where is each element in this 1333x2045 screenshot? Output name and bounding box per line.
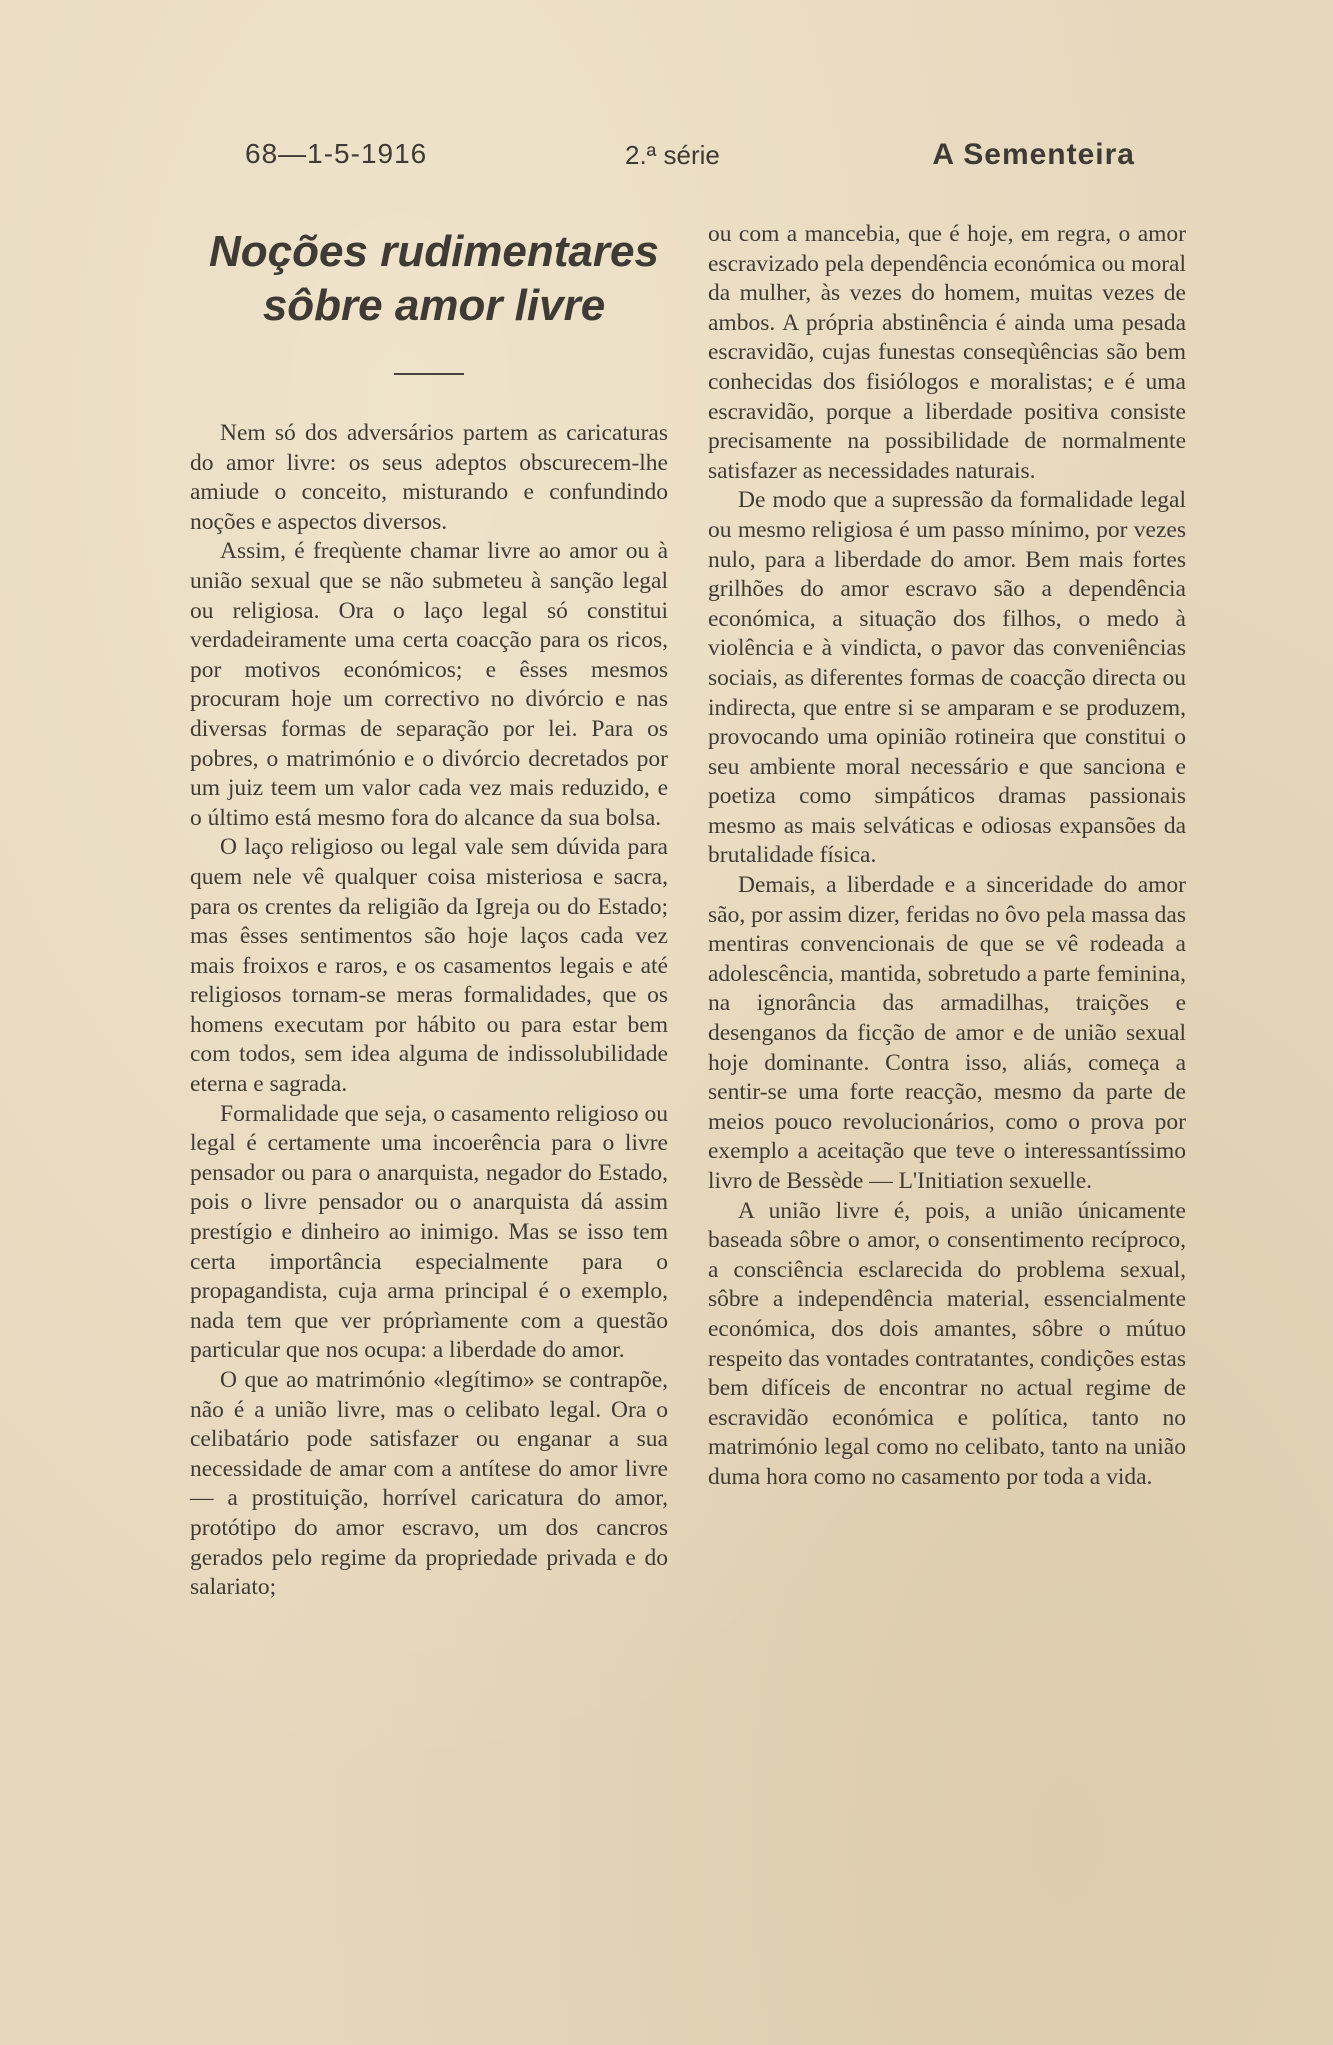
paragraph: ou com a mancebia, que é hoje, em regra, o amor escravizado pela dependência económica ou moral da mulher, às vezes do homem, muitas vezes de ambos. A própria abstinência é ainda uma pesada escravidão, cujas funestas conseqùências são bem conhecidas dos fisiólogos e moralistas; e é uma escravidão, porque a liberdade positiva consiste precisamente na possibilidade de normalmente satisfazer as necessidades naturais. — [708, 221, 1186, 484]
paragraph: Assim, é freqùente chamar livre ao amor ou à união sexual que se não submeteu à sanção legal ou religiosa. Ora o laço legal só constitui verdadeiramente uma certa coacção para os ricos, por motivos económicos; e êsses mesmos procuram hoje um correctivo no divórcio e nas diversas formas de separação por lei. Para os pobres, o matrimónio e o divórcio decretados por um juiz teem um valor cada vez mais reduzido, e o último está mesmo fora do alcance da sua bolsa. — [190, 538, 668, 831]
paragraph: O laço religioso ou legal vale sem dúvida para quem nele vê qualquer coisa misteriosa e sacra, para os crentes da religião da Igreja ou do Estado; mas êsses sentimentos são hoje laços cada vez mais froixos e raros, e os casamentos legais e até religiosos tornam-se meras formalidades, que os homens executam por hábito ou para estar bem com todos, sem idea alguma de indissolubilidade eterna e sagrada. — [190, 834, 668, 1098]
issue-date: 68—1-5-1916 — [245, 138, 428, 169]
page-header — [245, 138, 1135, 178]
paragraph: Demais, a liberdade e a sinceridade do amor são, por assim dizer, feridas no ôvo pela massa das mentiras convencionais de que se vê rodeada a adolescência, mantida, sobretudo a parte feminina, na ignorância das armadilhas, traições e desenganos da ficção de amor e de união sexual hoje dominante. Contra isso, aliás, começa a sentir-se uma forte reacção, mesmo da parte de meios pouco revolucionários, como o prova por exemplo a aceitação que teve o interessantíssimo livro de Bessède — L'Initiation sexuelle. — [708, 872, 1186, 1194]
paragraph: Formalidade que seja, o casamento religioso ou legal é certamente uma incoerência para o livre pensador ou para o anarquista, negador do Estado, pois o livre pensador ou o anarquista dá assim prestígio e dinheiro ao inimigo. Mas se isso tem certa importância especialmente para o propagandista, cuja arma principal é o exemplo, nada tem que ver próprìamente com a questão particular que nos ocupa: a liberdade do amor. — [190, 1100, 668, 1364]
title-divider — [394, 373, 464, 375]
right-column — [708, 220, 1186, 1493]
article-title — [190, 225, 668, 333]
series-label: 2.ª série — [625, 140, 720, 170]
paragraph: De modo que a supressão da formalidade legal ou mesmo religiosa é um passo mínimo, por vezes nulo, para a liberdade do amor. Bem mais fortes grilhões do amor escravo são a dependência económica, a situação dos filhos, o medo à violência e à vindicta, o pavor das conveniências sociais, as diferentes formas de coacção directa ou indirecta, que entre si se amparam e se produzem, provocando uma opinião rotineira que constitui o seu ambiente moral necessário e que sanciona e poetiza como simpáticos dramas passionais mesmo as mais selváticas e odiosas expansões da brutalidade física. — [708, 487, 1186, 869]
paragraph: Nem só dos adversários partem as caricaturas do amor livre: os seus adeptos obscurecem-lhe amiude o conceito, misturando e confundindo noções e aspectos diversos. — [190, 420, 668, 535]
article-title-line-2: sôbre amor livre — [262, 281, 606, 330]
paragraph: A união livre é, pois, a união únicamente baseada sôbre o amor, o consentimento recíproco, a consciência esclarecida do problema sexual, sôbre a independência material, essencialmente económica, dos dois amantes, sôbre o mútuo respeito das vontades contratantes, condições estas bem difíceis de encontrar no actual regime de escravidão económica e política, tanto no matrimónio legal como no celibato, tanto na união duma hora como no casamento por toda a vida. — [708, 1197, 1186, 1490]
article-title-line-1: Noções rudimentares — [209, 227, 659, 276]
paragraph: O que ao matrimónio «legítimo» se contrapõe, não é a união livre, mas o celibato legal. Ora o celibatário pode satisfazer ou enganar a sua necessidade de amar com a antítese do amor livre — a prostituição, horrível caricatura do amor, protótipo do amor escravo, um dos cancros gerados pelo regime da propriedade privada e do salariato; — [190, 1367, 668, 1601]
left-column — [190, 225, 668, 1603]
journal-title: A Sementeira — [932, 138, 1135, 171]
